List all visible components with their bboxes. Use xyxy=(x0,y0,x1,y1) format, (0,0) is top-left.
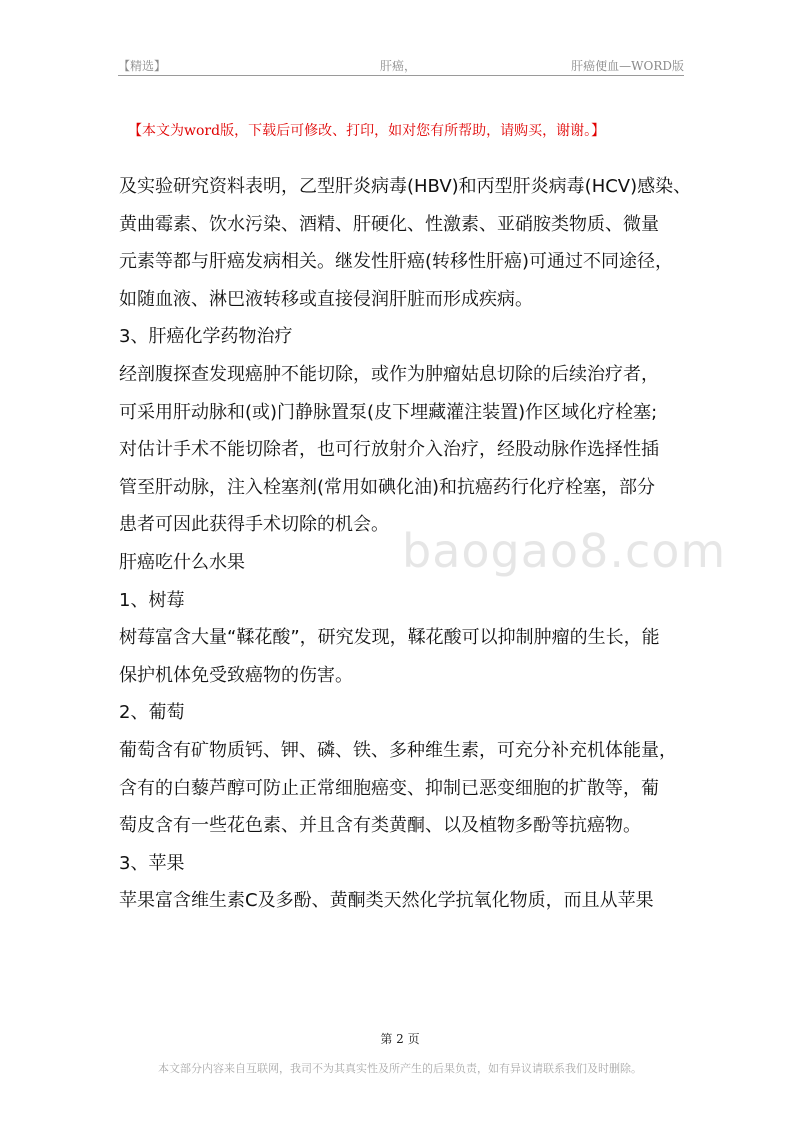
body-line: 可采用肝动脉和(或)门静脉置泵(皮下埋藏灌注装置)作区域化疗栓塞; xyxy=(119,401,658,423)
body-line: 患者可因此获得手术切除的机会。 xyxy=(119,514,389,536)
body-line: 管至肝动脉，注入栓塞剂(常用如碘化油)和抗癌药行化疗栓塞，部分 xyxy=(119,476,656,498)
body-line: 及实验研究资料表明，乙型肝炎病毒(HBV)和丙型肝炎病毒(HCV)感染、 xyxy=(119,176,692,197)
body-line: 树莓富含大量“鞣花酸”，研究发现，鞣花酸可以抑制肿瘤的生长，能 xyxy=(119,627,660,649)
header-right-label: 肝癌便血—WORD版 xyxy=(571,59,684,73)
body-line: 黄曲霉素、饮水污染、酒精、肝硬化、性激素、亚硝胺类物质、微量 xyxy=(119,213,659,235)
body-line: 如随血液、淋巴液转移或直接侵润肝脏而形成疾病。 xyxy=(119,288,533,310)
body-line: 经剖腹探查发现癌肿不能切除，或作为肿瘤姑息切除的后续治疗者， xyxy=(119,363,659,385)
page-number: 第 2 页 xyxy=(380,1032,420,1046)
body-line: 萄皮含有一些花色素、并且含有类黄酮、以及植物多酚等抗癌物。 xyxy=(119,815,641,837)
body-line: 苹果富含维生素C及多酚、黄酮类天然化学抗氧化物质，而且从苹果 xyxy=(119,890,654,912)
subsection-heading: 2、葡萄 xyxy=(119,702,185,724)
watermark-text: baogao8.com xyxy=(402,524,727,578)
body-line: 含有的白藜芦醇可防止正常细胞癌变、抑制已恶变细胞的扩散等，葡 xyxy=(119,777,659,799)
header-center-label: 肝癌， xyxy=(380,59,417,73)
document-body xyxy=(119,168,692,920)
body-line: 葡萄含有矿物质钙、钾、磷、铁、多种维生素，可充分补充机体能量， xyxy=(119,739,677,761)
subsection-heading: 3、苹果 xyxy=(119,852,185,874)
subsection-heading: 1、树莓 xyxy=(119,589,185,611)
footer-disclaimer: 本文部分内容来自互联网，我司不为其真实性及所产生的后果负责，如有异议请联系我们及时删除。 xyxy=(158,1062,642,1075)
section-heading: 肝癌吃什么水果 xyxy=(119,551,245,573)
body-line: 元素等都与肝癌发病相关。继发性肝癌(转移性肝癌)可通过不同途径， xyxy=(119,251,674,273)
body-line: 保护机体免受致癌物的伤害。 xyxy=(119,664,353,686)
page-header xyxy=(118,55,684,76)
body-line: 对估计手术不能切除者，也可行放射介入治疗，经股动脉作选择性插 xyxy=(119,439,659,461)
section-heading: 3、肝癌化学药物治疗 xyxy=(119,326,293,348)
header-left-label: 【精选】 xyxy=(118,59,167,73)
download-notice: 【本文为word版，下载后可修改、打印，如对您有所帮助，请购买，谢谢。】 xyxy=(128,123,606,139)
